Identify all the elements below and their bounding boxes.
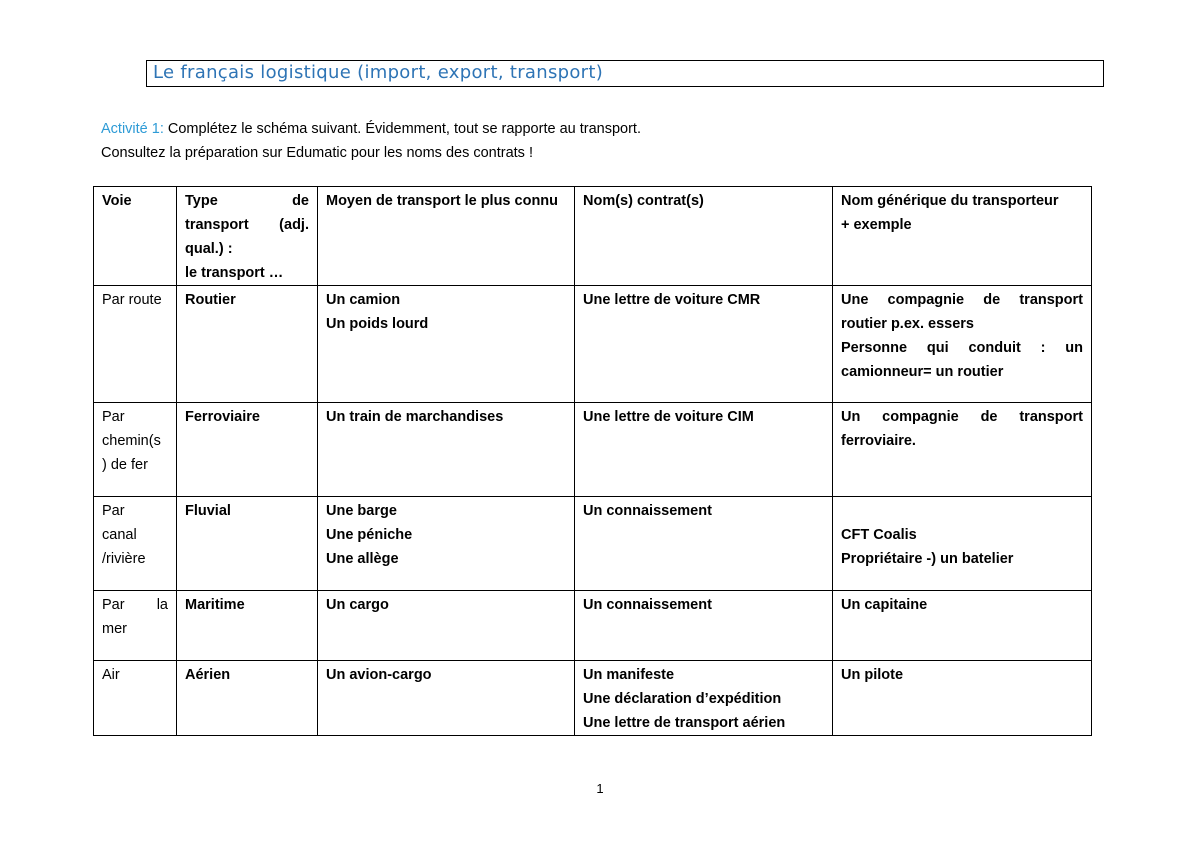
header-type-line: Type de xyxy=(185,193,309,209)
cell-nom: Un capitaine xyxy=(833,591,1092,661)
header-type-line: transport (adj. xyxy=(185,217,309,233)
cell-contrat: Un connaissement xyxy=(575,497,833,591)
cell-nom: Une compagnie de transport routier p.ex. essers Personne qui conduit : un camionneur= un routier xyxy=(833,286,1092,403)
cell-moyen: Une barge Une péniche Une allège xyxy=(318,497,575,591)
table-row xyxy=(94,403,1092,497)
header-moyen: Moyen de transport le plus connu xyxy=(318,187,575,286)
cell-contrat: Un connaissement xyxy=(575,591,833,661)
cell-nom: Un compagnie de transport ferroviaire. xyxy=(833,403,1092,497)
title-box xyxy=(146,60,1104,87)
cell-moyen: Un camion Un poids lourd xyxy=(318,286,575,403)
header-contrat: Nom(s) contrat(s) xyxy=(575,187,833,286)
table-row xyxy=(94,591,1092,661)
table-row xyxy=(94,661,1092,736)
intro-line-2: Consultez la préparation sur Edumatic pour les noms des contrats ! xyxy=(101,145,533,161)
cell-type: Routier xyxy=(177,286,318,403)
header-nom-line: + exemple xyxy=(841,217,912,233)
page-number: 1 xyxy=(596,781,604,796)
header-type-line: le transport … xyxy=(185,265,284,281)
table-header-row xyxy=(94,187,1092,286)
cell-nom: Un pilote xyxy=(833,661,1092,736)
table-row xyxy=(94,497,1092,591)
header-nom-line: Nom générique du transporteur xyxy=(841,193,1059,209)
header-type xyxy=(177,187,318,286)
intro-line-1 xyxy=(101,117,641,141)
cell-type: Aérien xyxy=(177,661,318,736)
activity-instruction: Complétez le schéma suivant. Évidemment, tout se rapporte au transport. xyxy=(163,121,641,137)
activity-label: Activité 1: xyxy=(101,121,164,137)
cell-voie: Air xyxy=(94,661,177,736)
cell-voie: Par route xyxy=(94,286,177,403)
cell-voie: Par la mer xyxy=(94,591,177,661)
cell-type: Maritime xyxy=(177,591,318,661)
cell-type: Ferroviaire xyxy=(177,403,318,497)
cell-voie: Par canal /rivière xyxy=(94,497,177,591)
cell-contrat: Une lettre de voiture CIM xyxy=(575,403,833,497)
header-voie: Voie xyxy=(94,187,177,286)
cell-moyen: Un cargo xyxy=(318,591,575,661)
cell-moyen: Un avion-cargo xyxy=(318,661,575,736)
transport-table xyxy=(93,186,1092,736)
cell-contrat: Une lettre de voiture CMR xyxy=(575,286,833,403)
cell-type: Fluvial xyxy=(177,497,318,591)
cell-voie: Par chemin(s ) de fer xyxy=(94,403,177,497)
cell-contrat: Un manifeste Une déclaration d’expédition Une lettre de transport aérien xyxy=(575,661,833,736)
intro-text xyxy=(101,117,641,165)
document-title: Le français logistique (import, export, transport) xyxy=(153,62,604,83)
cell-moyen: Un train de marchandises xyxy=(318,403,575,497)
cell-nom: CFT Coalis Propriétaire -) un batelier xyxy=(833,497,1092,591)
header-nom xyxy=(833,187,1092,286)
table-row xyxy=(94,286,1092,403)
header-type-line: qual.) : xyxy=(185,241,233,257)
